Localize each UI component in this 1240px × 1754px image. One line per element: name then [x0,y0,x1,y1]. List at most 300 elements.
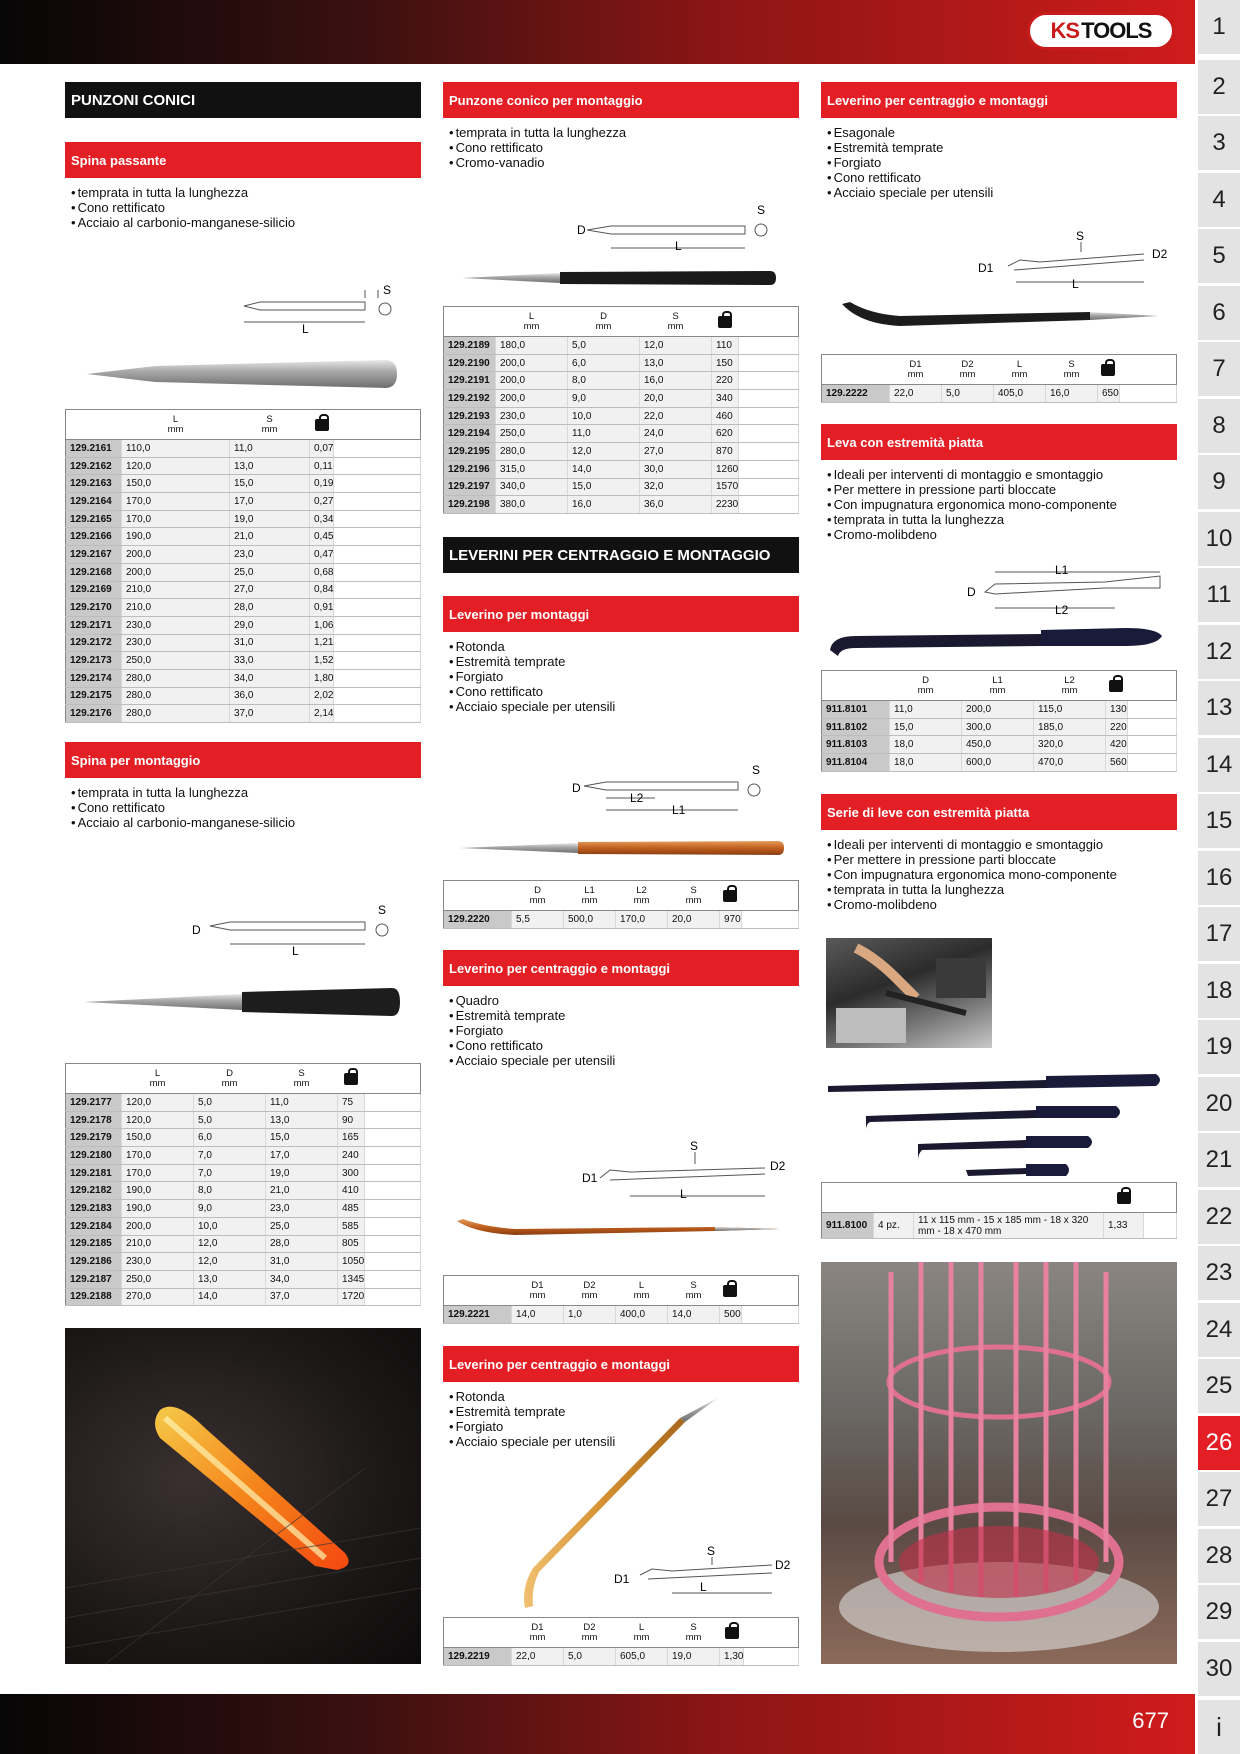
cell: 210,0 [122,581,230,599]
feature-item: • Acciaio speciale per utensili [827,185,1177,200]
dim-label-d1: D1 [978,261,994,275]
cell: 405,0 [994,385,1046,403]
column-header: D2 mm [942,355,994,385]
cell: 11,0 [568,425,640,443]
item-code: 129.2162 [66,457,122,475]
chapter-tab-9[interactable]: 9 [1198,455,1240,509]
dim-label-s: S [378,903,387,917]
feature-item: • Acciaio speciale per utensili [449,699,799,714]
item-code: 911.8104 [822,754,890,772]
product-title: Leverino per centraggio e montaggi [443,1346,799,1382]
cell: 420 [1106,736,1128,754]
chapter-tab-25[interactable]: 25 [1198,1359,1240,1413]
item-code: 129.2191 [444,372,496,390]
weight-icon [717,311,733,329]
cell: 2,14 [310,705,334,723]
chapter-tab-20[interactable]: 20 [1198,1077,1240,1131]
column-header: S mm [266,1064,338,1094]
weight-icon [314,414,330,432]
feature-item: • Cromo-molibdeno [827,897,1177,912]
dim-label-d: D [572,781,581,795]
chapter-tab-28[interactable]: 28 [1198,1529,1240,1583]
cell: 200,0 [496,372,568,390]
chapter-tab-4[interactable]: 4 [1198,173,1240,227]
item-code: 129.2190 [444,354,496,372]
chapter-tab-1[interactable]: 1 [1198,0,1240,54]
table-row [66,1147,421,1165]
item-code: 911.8101 [822,701,890,719]
cell: 22,0 [890,385,942,403]
feature-item: • Cono rettificato [71,200,421,215]
dim-label-d2: D2 [775,1558,791,1572]
cell: 31,0 [266,1253,338,1271]
cell: 20,0 [640,390,712,408]
dim-label-l2: L2 [1055,603,1069,617]
table-row [66,616,421,634]
item-code: 129.2171 [66,616,122,634]
weight-icon [343,1068,359,1086]
cell: 280,0 [496,443,568,461]
spec-table [821,1182,1177,1239]
cell: 270,0 [122,1288,194,1306]
cell: 16,0 [568,496,640,514]
column-header: D mm [890,671,962,701]
cell: 11 x 115 mm - 15 x 185 mm - 18 x 320 mm - 18 x 470 mm [914,1213,1104,1239]
weight-icon [1108,675,1124,693]
table-row [444,443,799,461]
dim-label-s: S [757,203,766,217]
cell: 27,0 [230,581,310,599]
cell: 23,0 [230,546,310,564]
item-code: 129.2180 [66,1147,122,1165]
feature-item: • temprata in tutta la lunghezza [827,882,1177,897]
feature-item: • Cono rettificato [71,800,421,815]
chapter-tab-15[interactable]: 15 [1198,794,1240,848]
feature-item: • Cromo-vanadio [449,155,799,170]
item-code: 129.2178 [66,1111,122,1129]
item-code: 129.2222 [822,385,890,403]
dim-label-l1: L1 [672,803,686,817]
column-header: L mm [496,307,568,337]
cell: 165 [338,1129,365,1147]
cell: 320,0 [1034,736,1106,754]
cell: 16,0 [1046,385,1098,403]
feature-item: • Estremità temprate [449,654,799,669]
table-row [822,736,1177,754]
cell: 14,0 [668,1306,720,1324]
tool-image-pry-bar-set [826,1066,1166,1186]
spec-table [65,409,421,723]
tool-image-square-bar [455,1215,785,1245]
cell: 150 [712,354,739,372]
feature-item: • Forgiato [827,155,1177,170]
cell: 450,0 [962,736,1034,754]
cell: 0,11 [310,457,334,475]
chapter-tab-8[interactable]: 8 [1198,399,1240,453]
product-title: Punzone conico per montaggio [443,82,799,118]
chapter-tab-27[interactable]: 27 [1198,1472,1240,1526]
weight-icon [1100,359,1116,377]
cell: 22,0 [512,1648,564,1666]
dim-label-l2: L2 [630,791,644,805]
cell: 28,0 [230,599,310,617]
cell: 970 [720,911,742,929]
feature-item: • Cono rettificato [827,170,1177,185]
spec-table [821,670,1177,772]
chapter-tab-7[interactable]: 7 [1198,342,1240,396]
section-header-leverini [443,537,799,573]
item-code: 129.2173 [66,652,122,670]
item-code: 129.2194 [444,425,496,443]
cell: 1,06 [310,616,334,634]
table-row [822,718,1177,736]
table-row [444,407,799,425]
feature-item: • Acciaio al carbonio-manganese-silicio [71,215,421,230]
chapter-tab-24[interactable]: 24 [1198,1303,1240,1357]
cell: 150,0 [122,1129,194,1147]
table-row [66,1217,421,1235]
cell: 250,0 [496,425,568,443]
dimension-drawing [190,900,390,956]
cell: 8,0 [194,1182,266,1200]
cell: 11,0 [230,440,310,458]
cell: 380,0 [496,496,568,514]
table-row [66,1094,421,1112]
item-code: 129.2163 [66,475,122,493]
chapter-tab-29[interactable]: 29 [1198,1585,1240,1639]
product-title: Leverino per centraggio e montaggi [821,82,1177,118]
feature-list [65,185,421,230]
table-row [444,911,799,929]
table-row [66,687,421,705]
product-leverino-esagonale [821,82,1177,200]
chapter-tab-5[interactable]: 5 [1198,229,1240,283]
spec-table [443,1275,799,1324]
item-code: 129.2221 [444,1306,512,1324]
item-code: 129.2184 [66,1217,122,1235]
cell: 14,0 [512,1306,564,1324]
cell: 650 [1098,385,1120,403]
cell: 120,0 [122,1094,194,1112]
table-row [822,1213,1177,1239]
chapter-tab-14[interactable]: 14 [1198,738,1240,792]
feature-item: • Rotonda [449,639,799,654]
cell: 0,84 [310,581,334,599]
cell: 240 [338,1147,365,1165]
cell: 200,0 [962,701,1034,719]
product-title: Spina per montaggio [65,742,421,778]
feature-item: • Estremità temprate [449,1404,799,1419]
cell: 19,0 [266,1164,338,1182]
cell: 2,02 [310,687,334,705]
cell: 110 [712,337,739,355]
table-row [66,652,421,670]
dim-label-s: S [690,1139,699,1153]
cell: 1,30 [720,1648,744,1666]
column-header: S mm [668,1276,720,1306]
feature-list [821,837,1177,912]
column-header: L1 mm [962,671,1034,701]
feature-list [821,125,1177,200]
cell: 150,0 [122,475,230,493]
chapter-tab-23[interactable]: 23 [1198,1246,1240,1300]
item-code: 911.8103 [822,736,890,754]
table-row [66,705,421,723]
chapter-tab-18[interactable]: 18 [1198,964,1240,1018]
table-row [822,701,1177,719]
item-code: 129.2187 [66,1270,122,1288]
table-row [66,1200,421,1218]
dim-label-d: D [967,585,976,599]
cell: 120,0 [122,1111,194,1129]
chapter-tab-26[interactable]: 26 [1198,1416,1240,1470]
spec-table [65,1063,421,1306]
feature-item: • Forgiato [449,669,799,684]
chapter-tab-i[interactable]: i [1198,1700,1240,1754]
tool-image-flat-pry-bar [826,626,1166,660]
chapter-tab-3[interactable]: 3 [1198,116,1240,170]
column-header: D2 mm [564,1276,616,1306]
column-header: L mm [616,1618,668,1648]
dim-label-s: S [383,283,392,297]
table-row [66,475,421,493]
dimension-drawing [575,200,775,256]
cell: 36,0 [640,496,712,514]
chapter-tab-19[interactable]: 19 [1198,1020,1240,1074]
cell: 32,0 [640,478,712,496]
cell: 230,0 [496,407,568,425]
column-header: D mm [512,881,564,911]
cell: 90 [338,1111,365,1129]
dim-label-l: L [700,1580,707,1594]
feature-item: • Con impugnatura ergonomica mono-componente [827,867,1177,882]
feature-item: • Esagonale [827,125,1177,140]
cell: 25,0 [266,1217,338,1235]
item-code: 129.2161 [66,440,122,458]
column-header: D1 mm [512,1618,564,1648]
chapter-tab-17[interactable]: 17 [1198,907,1240,961]
table-row [66,1111,421,1129]
item-code: 129.2169 [66,581,122,599]
feature-item: • Ideali per interventi di montaggio e smontaggio [827,467,1177,482]
photo-engine-bay [826,938,992,1048]
chapter-tab-12[interactable]: 12 [1198,625,1240,679]
table-row [444,425,799,443]
tool-image-drift-punch [85,352,405,396]
weight-icon [1116,1187,1132,1205]
table-row [822,385,1177,403]
cell: 5,0 [568,337,640,355]
cell: 23,0 [266,1200,338,1218]
cell: 11,0 [266,1094,338,1112]
tool-image-round-bar [458,838,788,858]
table-row [444,1648,799,1666]
cell: 0,27 [310,493,334,511]
cell: 230,0 [122,1253,194,1271]
chapter-tab-6[interactable]: 6 [1198,286,1240,340]
item-code: 129.2193 [444,407,496,425]
product-spina-montaggio [65,742,421,830]
brand-logo: KS TOOLS [1027,12,1175,50]
feature-list [821,467,1177,542]
column-header: D mm [568,307,640,337]
cell: 0,47 [310,546,334,564]
cell: 200,0 [122,546,230,564]
photo-hot-forging [65,1328,421,1664]
cell: 15,0 [230,475,310,493]
cell: 2230 [712,496,739,514]
section-title: LEVERINI PER CENTRAGGIO E MONTAGGIO [443,537,799,573]
dim-label-s: S [707,1544,716,1558]
table-row [66,493,421,511]
cell: 27,0 [640,443,712,461]
item-code: 129.2172 [66,634,122,652]
cell: 870 [712,443,739,461]
dim-label-l: L [1072,277,1079,291]
table-row [66,457,421,475]
cell: 7,0 [194,1164,266,1182]
cell: 280,0 [122,705,230,723]
cell: 25,0 [230,563,310,581]
chapter-tab-2[interactable]: 2 [1198,60,1240,114]
feature-item: • Estremità temprate [449,1008,799,1023]
chapter-tab-30[interactable]: 30 [1198,1642,1240,1696]
cell: 6,0 [194,1129,266,1147]
cell: 7,0 [194,1147,266,1165]
column-header: L2 mm [616,881,668,911]
dimension-drawing [965,562,1167,618]
table-row [66,599,421,617]
dim-label-d1: D1 [614,1572,630,1586]
cell: 14,0 [194,1288,266,1306]
cell: 6,0 [568,354,640,372]
item-code: 129.2220 [444,911,512,929]
column-header: L mm [616,1276,668,1306]
cell: 1720 [338,1288,365,1306]
cell: 36,0 [230,687,310,705]
cell: 33,0 [230,652,310,670]
column-header: D1 mm [512,1276,564,1306]
cell: 31,0 [230,634,310,652]
cell: 17,0 [266,1147,338,1165]
chapter-tab-16[interactable]: 16 [1198,851,1240,905]
cell: 200,0 [122,563,230,581]
cell: 1050 [338,1253,365,1271]
spec-table [821,354,1177,403]
cell: 15,0 [266,1129,338,1147]
cell: 805 [338,1235,365,1253]
cell: 110,0 [122,440,230,458]
cell: 0,45 [310,528,334,546]
cell: 16,0 [640,372,712,390]
product-serie-leve [821,794,1177,912]
cell: 500,0 [564,911,616,929]
cell: 5,0 [194,1111,266,1129]
cell: 170,0 [122,1164,194,1182]
cell: 605,0 [616,1648,668,1666]
chapter-tab-13[interactable]: 13 [1198,681,1240,735]
page-footer [0,1694,1195,1754]
dimension-drawing [976,230,1170,290]
cell: 34,0 [266,1270,338,1288]
item-code: 129.2182 [66,1182,122,1200]
table-row [66,1288,421,1306]
cell: 585 [338,1217,365,1235]
cell: 460 [712,407,739,425]
product-spina-passante [65,142,421,230]
tool-image-mounting-pin [82,982,402,1022]
cell: 280,0 [122,687,230,705]
feature-item: • Ideali per interventi di montaggio e smontaggio [827,837,1177,852]
table-row [444,460,799,478]
cell: 19,0 [668,1648,720,1666]
cell: 230,0 [122,616,230,634]
table-row [444,496,799,514]
product-title: Leverino per montaggi [443,596,799,632]
table-row [444,1306,799,1324]
spec-table [443,1617,799,1666]
cell: 5,5 [512,911,564,929]
cell: 340 [712,390,739,408]
item-code: 911.8100 [822,1213,874,1239]
cell: 19,0 [230,510,310,528]
cell: 190,0 [122,1200,194,1218]
spec-table [443,306,799,514]
table-row [66,1182,421,1200]
cell: 22,0 [640,407,712,425]
table-row [66,440,421,458]
item-code: 129.2168 [66,563,122,581]
cell: 180,0 [496,337,568,355]
cell: 130 [1106,701,1128,719]
cell: 115,0 [1034,701,1106,719]
cell: 500 [720,1306,742,1324]
cell: 29,0 [230,616,310,634]
weight-icon [722,1280,738,1298]
column-header: D1 mm [890,355,942,385]
cell: 200,0 [122,1217,194,1235]
column-header: L mm [994,355,1046,385]
cell: 1,80 [310,669,334,687]
column-header: S mm [640,307,712,337]
cell: 0,19 [310,475,334,493]
item-code: 129.2175 [66,687,122,705]
feature-list [65,785,421,830]
column-header: D mm [194,1064,266,1094]
feature-item: • Cono rettificato [449,684,799,699]
dim-label-s: S [752,763,761,777]
table-row [66,1235,421,1253]
cell: 9,0 [194,1200,266,1218]
feature-item: • Cono rettificato [449,1038,799,1053]
cell: 0,34 [310,510,334,528]
product-title: Leverino per centraggio e montaggi [443,950,799,986]
chapter-tab-10[interactable]: 10 [1198,512,1240,566]
chapter-tab-22[interactable]: 22 [1198,1190,1240,1244]
dim-label-d1: D1 [582,1171,598,1185]
cell: 470,0 [1034,754,1106,772]
chapter-tab-21[interactable]: 21 [1198,1133,1240,1187]
feature-item: • Forgiato [449,1419,799,1434]
feature-item: • Forgiato [449,1023,799,1038]
feature-item: • Acciaio speciale per utensili [449,1434,799,1449]
cell: 5,0 [942,385,994,403]
cell: 13,0 [266,1111,338,1129]
chapter-tab-11[interactable]: 11 [1198,568,1240,622]
table-row [66,669,421,687]
dim-label-d2: D2 [1152,247,1168,261]
cell: 210,0 [122,599,230,617]
